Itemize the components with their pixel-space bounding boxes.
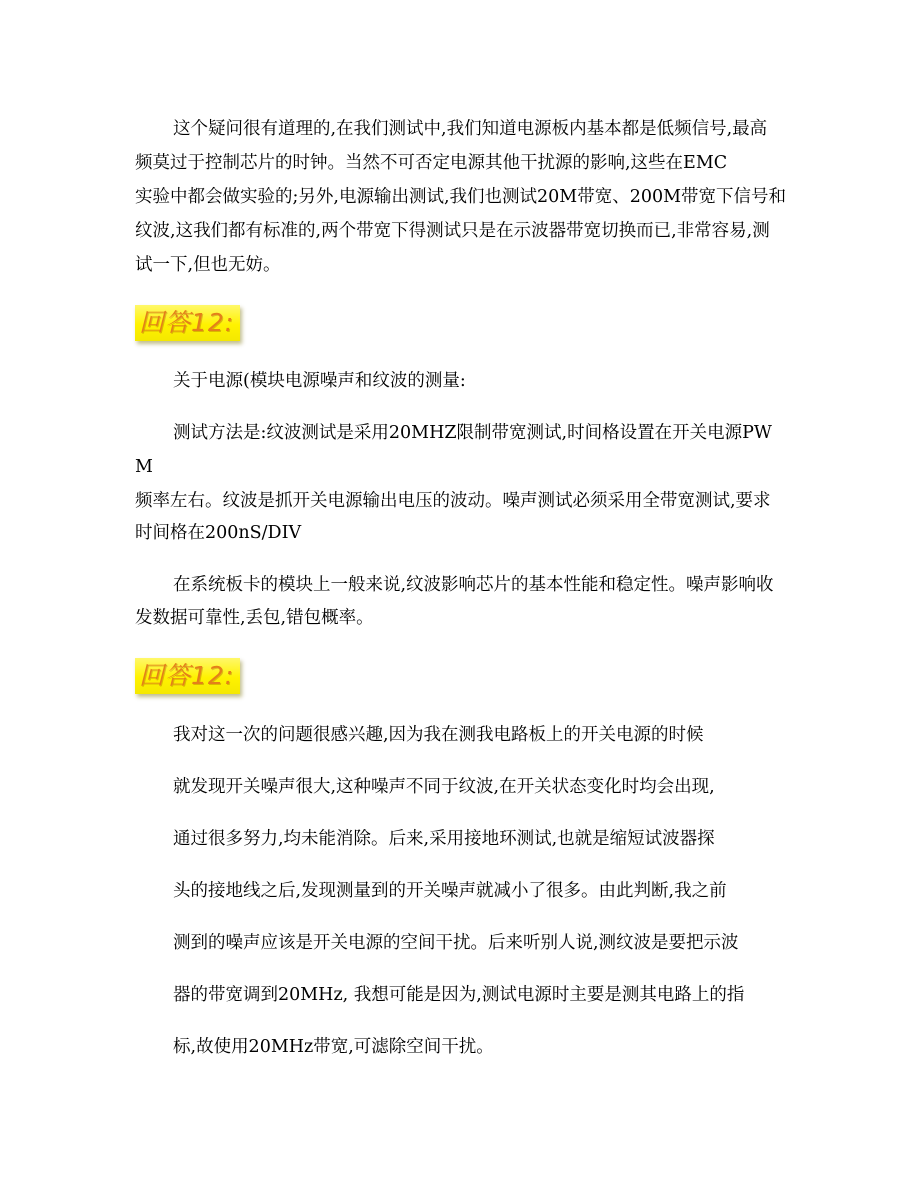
text-line: 就发现开关噪声很大,这种噪声不同于纹波,在开关状态变化时均会出现, — [173, 777, 715, 797]
text-line: 实验中都会做实验的;另外,电源输出测试,我们也测试20M带宽、200M带宽下信号和 — [135, 187, 787, 207]
answer-badge: 回答12: — [135, 305, 240, 341]
text-line: 时间格在200nS/DIV — [135, 523, 302, 543]
section-heading: 关于电源(模块电源噪声和纹波的测量: — [173, 371, 466, 391]
text-line: 频莫过于控制芯片的时钟。当然不可否定电源其他干扰源的影响,这些在EMC — [135, 153, 728, 173]
text-line: 纹波,这我们都有标准的,两个带宽下得测试只是在示波器带宽切换而已,非常容易,测 — [135, 221, 770, 241]
text-line: 测试方法是:纹波测试是采用20MHZ限制带宽测试,时间格设置在开关电源PW — [173, 423, 772, 443]
text-line: 这个疑问很有道理的,在我们测试中,我们知道电源板内基本都是低频信号,最高 — [173, 119, 768, 139]
text-line: 我对这一次的问题很感兴趣,因为我在测我电路板上的开关电源的时候 — [173, 725, 704, 745]
text-line: 器的带宽调到20MHz, 我想可能是因为,测试电源时主要是测其电路上的指 — [173, 985, 745, 1005]
text-line: 发数据可靠性,丢包,错包概率。 — [135, 608, 374, 628]
text-line: 试一下,但也无妨。 — [135, 255, 281, 275]
text-line: M — [135, 457, 153, 477]
text-line: 头的接地线之后,发现测量到的开关噪声就减小了很多。由此判断,我之前 — [173, 881, 727, 901]
text-line: 频率左右。纹波是抓开关电源输出电压的波动。噪声测试必须采用全带宽测试,要求 — [135, 491, 771, 511]
text-line: 标,故使用20MHz带宽,可滤除空间干扰。 — [173, 1037, 494, 1057]
text-line: 通过很多努力,均未能消除。后来,采用接地环测试,也就是缩短试波器探 — [173, 829, 715, 849]
text-line: 在系统板卡的模块上一般来说,纹波影响芯片的基本性能和稳定性。噪声影响收 — [173, 575, 774, 595]
text-line: 测到的噪声应该是开关电源的空间干扰。后来听别人说,测纹波是要把示波 — [173, 933, 739, 953]
answer-badge: 回答12: — [135, 658, 240, 694]
